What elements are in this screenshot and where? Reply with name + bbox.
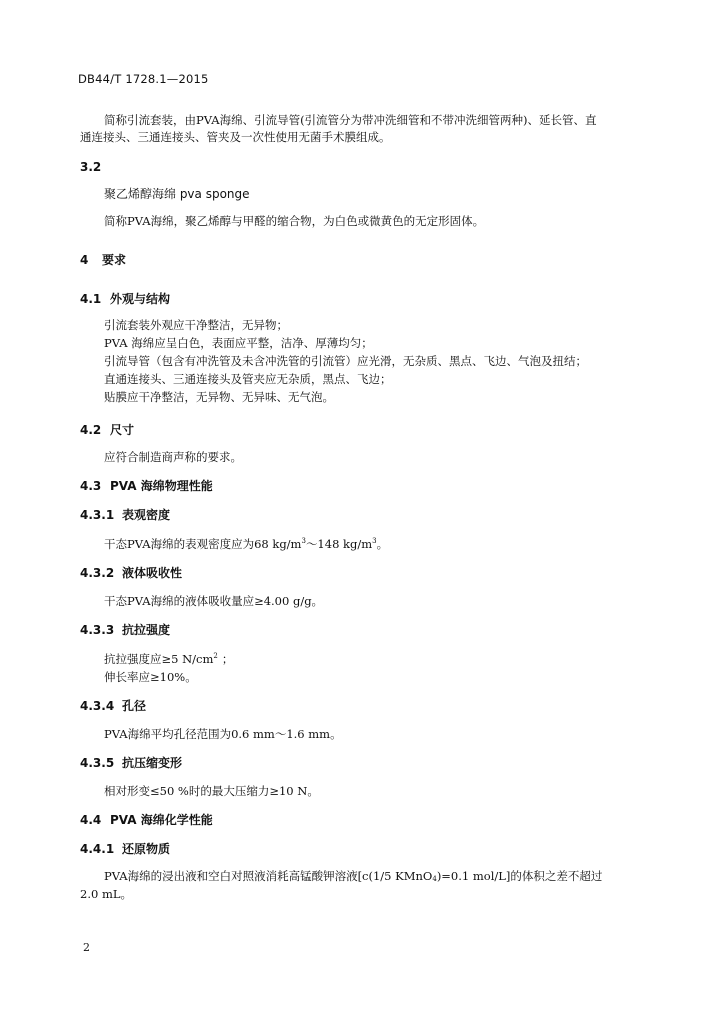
section-title: 抗拉强度 <box>122 623 171 637</box>
text-run: ～148 kg/m <box>305 537 373 551</box>
superscript: 3 <box>372 537 377 545</box>
section-number: 4.3.2 <box>80 566 115 580</box>
section-title: 尺寸 <box>110 423 135 437</box>
superscript: 3 <box>301 537 306 545</box>
page-number: 2 <box>83 941 90 954</box>
section-title: PVA 海绵化学性能 <box>110 813 213 827</box>
section-number: 4.3.4 <box>80 699 115 713</box>
section-number: 4.4.1 <box>80 842 115 856</box>
section-title: 抗压缩变形 <box>122 756 183 770</box>
list-item: PVA 海绵应呈白色，表面应平整，洁净、厚薄均匀； <box>104 336 373 350</box>
section-title: 外观与结构 <box>110 292 171 306</box>
section-number: 4.3.5 <box>80 756 115 770</box>
superscript: 2 <box>213 652 218 660</box>
paragraph-text <box>104 869 602 884</box>
section-heading-4-1 <box>80 292 170 307</box>
list-item: 直通连接头、三通连接头及管夹应无杂质，黑点、飞边； <box>104 372 392 386</box>
section-heading-4-3-1 <box>80 508 170 523</box>
paragraph-text: PVA海绵平均孔径范围为0.6 mm～1.6 mm。 <box>104 727 342 741</box>
section-heading-4-3-4 <box>80 699 146 714</box>
section-heading-4-3 <box>80 479 213 494</box>
section-title: 液体吸收性 <box>122 566 183 580</box>
text-run: )=0.1 mol/L]的体积之差不超过 <box>436 869 603 883</box>
text-run: 干态PVA海绵的表观密度应为68 kg/m <box>104 537 302 551</box>
paragraph-line: 通连接头、三通连接头、管夹及一次性使用无菌手术膜组成。 <box>80 130 391 144</box>
section-title: 表观密度 <box>122 508 171 522</box>
paragraph-text: 伸长率应≥10%。 <box>104 670 197 684</box>
paragraph-text: 干态PVA海绵的液体吸收量应≥4.00 g/g。 <box>104 594 324 608</box>
paragraph-text: 相对形变≤50 %时的最大压缩力≥10 N。 <box>104 784 319 798</box>
section-heading-4-2 <box>80 423 134 438</box>
list-item: 引流套装外观应干净整洁，无异物； <box>104 318 288 332</box>
list-item: 贴膜应干净整洁，无异物、无异味、无气泡。 <box>104 390 334 404</box>
section-heading-4-4-1 <box>80 842 170 857</box>
section-number: 4.3.1 <box>80 508 115 522</box>
section-number-3-2: 3.2 <box>80 160 102 174</box>
text-run: 。 <box>376 537 389 551</box>
section-title: 孔径 <box>122 699 147 713</box>
section-number: 4.4 <box>80 813 102 827</box>
section-heading-4-4 <box>80 813 213 828</box>
section-number: 4.1 <box>80 292 102 306</box>
text-run: ； <box>221 652 234 666</box>
section-number: 4.3.3 <box>80 623 115 637</box>
section-title: PVA 海绵物理性能 <box>110 479 213 493</box>
list-item: 引流导管（包含有冲洗管及未含冲洗管的引流管）应光滑，无杂质、黑点、飞边、气泡及扭结； <box>104 354 587 368</box>
section-title: 还原物质 <box>122 842 171 856</box>
text-run: 抗拉强度应≥5 N/cm <box>104 652 214 666</box>
paragraph-text: 应符合制造商声称的要求。 <box>104 450 242 464</box>
paragraph-line: 简称引流套装，由PVA海绵、引流导管(引流管分为带冲洗细管和不带冲洗细管两种)、延长管、直 <box>104 113 597 127</box>
section-number: 4 <box>80 253 89 267</box>
section-number: 4.2 <box>80 423 102 437</box>
section-heading-4-3-5 <box>80 756 182 771</box>
term-entry: 聚乙烯醇海绵 pva sponge <box>104 187 250 201</box>
paragraph-text <box>104 652 233 667</box>
section-heading-4 <box>80 253 126 268</box>
section-heading-4-3-3 <box>80 623 170 638</box>
section-number: 4.3 <box>80 479 102 493</box>
paragraph-text <box>104 537 388 552</box>
document-code: DB44/T 1728.1—2015 <box>78 72 209 86</box>
section-heading-4-3-2 <box>80 566 182 581</box>
paragraph-text: 2.0 mL。 <box>80 887 132 901</box>
term-definition: 简称PVA海绵，聚乙烯醇与甲醛的缩合物，为白色或微黄色的无定形固体。 <box>104 214 485 228</box>
text-run: PVA海绵的浸出液和空白对照液消耗高锰酸钾溶液[c(1/5 KMnO <box>104 869 433 883</box>
section-title: 要求 <box>102 253 127 267</box>
subscript: 4 <box>432 875 437 883</box>
